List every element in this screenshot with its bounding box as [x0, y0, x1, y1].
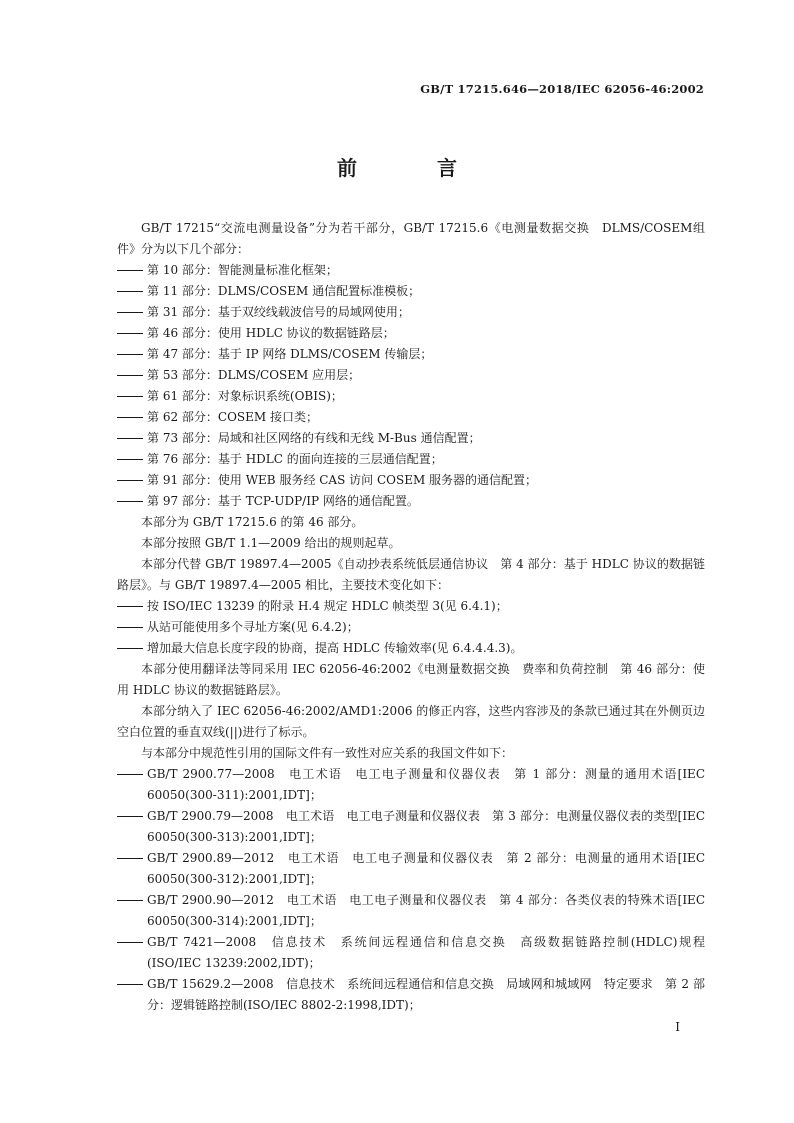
list-item [117, 596, 705, 617]
list-item [117, 407, 705, 428]
dash-bullet [117, 617, 147, 638]
list-item [117, 302, 705, 323]
dash-bullet [117, 344, 147, 365]
list-item [117, 617, 705, 638]
dash-bullet [117, 365, 147, 386]
list-item-text: 第 10 部分：智能测量标准化框架； [147, 263, 338, 277]
list-item-text: 第 53 部分：DLMS/COSEM 应用层； [147, 368, 361, 382]
list-item-text: 第 73 部分：局域和社区网络的有线和无线 M-Bus 通信配置； [147, 431, 481, 445]
list-item-text: GB/T 2900.90—2012 电工术语 电工电子测量和仪器仪表 第 4 部分：各类仪表的特殊术语[IEC 60050(300-314):2001,IDT]； [147, 893, 705, 928]
dash-bullet [117, 596, 147, 617]
list-item-text: GB/T 15629.2—2008 信息技术 系统间远程通信和信息交换 局域网和城域网 特定要求 第 2 部分：逻辑链路控制(ISO/IEC 8802-2:1998,IDT)； [147, 977, 705, 1012]
page-number: I [675, 1020, 680, 1034]
paragraph: 本部分按照 GB/T 1.1—2009 给出的规则起草。 [141, 536, 401, 550]
dash-bullet [117, 848, 147, 890]
list-item-text: 第 61 部分：对象标识系统(OBIS)； [147, 389, 343, 403]
list-item [117, 806, 705, 848]
dash-bullet [117, 470, 147, 491]
list-item-text: 第 11 部分：DLMS/COSEM 通信配置标准模板； [147, 284, 421, 298]
list-item [117, 470, 705, 491]
list-item-text: 第 31 部分：基于双绞线载波信号的局域网使用； [147, 305, 410, 319]
dash-bullet [117, 386, 147, 407]
list-item-text: 第 97 部分：基于 TCP-UDP/IP 网络的通信配置。 [147, 494, 419, 508]
list-item [117, 281, 705, 302]
dash-bullet [117, 890, 147, 932]
dash-bullet [117, 407, 147, 428]
dash-bullet [117, 281, 147, 302]
list-item [117, 428, 705, 449]
list-item-text: 第 76 部分：基于 HDLC 的面向连接的三层通信配置； [147, 452, 443, 466]
paragraph: 本部分代替 GB/T 19897.4—2005《自动抄表系统低层通信协议 第 4 部分：基于 HDLC 协议的数据链路层》。与 GB/T 19897.4—2005 相比，主要技术变化如下： [117, 557, 705, 592]
dash-bullet [117, 428, 147, 449]
paragraph: 与本部分中规范性引用的国际文件有一致性对应关系的我国文件如下： [141, 746, 514, 760]
paragraph: GB/T 17215“交流电测量设备”分为若干部分，GB/T 17215.6《电测量数据交换 DLMS/COSEM组件》分为以下几个部分： [117, 221, 705, 256]
list-item [117, 890, 705, 932]
dash-bullet [117, 932, 147, 974]
dash-bullet [117, 449, 147, 470]
list-item [117, 344, 705, 365]
list-item [117, 449, 705, 470]
list-item [117, 638, 705, 659]
dash-bullet [117, 764, 147, 806]
list-item-text: GB/T 2900.79—2008 电工术语 电工电子测量和仪器仪表 第 3 部分：电测量仪器仪表的类型[IEC 60050(300-313):2001,IDT]； [147, 809, 705, 844]
page-title: 前 言 [337, 156, 487, 180]
dash-bullet [117, 974, 147, 1016]
list-item [117, 848, 705, 890]
paragraph: 本部分为 GB/T 17215.6 的第 46 部分。 [141, 515, 364, 529]
paragraph: 本部分纳入了 IEC 62056-46:2002/AMD1:2006 的修正内容，这些内容涉及的条款已通过其在外侧页边空白位置的垂直双线(||)进行了标示。 [117, 704, 705, 739]
list-item-text: GB/T 7421—2008 信息技术 系统间远程通信和信息交换 高级数据链路控制(HDLC)规程 (ISO/IEC 13239:2002,IDT)； [147, 935, 705, 970]
list-item [117, 386, 705, 407]
list-item-text: 第 46 部分：使用 HDLC 协议的数据链路层； [147, 326, 395, 340]
list-item-text: 第 91 部分：使用 WEB 服务经 CAS 访问 COSEM 服务器的通信配置； [147, 473, 538, 487]
dash-bullet [117, 302, 147, 323]
list-item [117, 764, 705, 806]
list-item [117, 323, 705, 344]
list-item [117, 260, 705, 281]
list-item-text: 第 47 部分：基于 IP 网络 DLMS/COSEM 传输层； [147, 347, 433, 361]
list-item-text: 从站可能使用多个寻址方案(见 6.4.2)； [147, 620, 359, 634]
dash-bullet [117, 638, 147, 659]
document-standard-number: GB/T 17215.646—2018/IEC 62056-46:2002 [420, 82, 704, 96]
list-item-text: GB/T 2900.89—2012 电工术语 电工电子测量和仪器仪表 第 2 部分：电测量的通用术语[IEC 60050(300-312):2001,IDT]； [147, 851, 705, 886]
dash-bullet [117, 491, 147, 512]
list-item [117, 932, 705, 974]
list-item-text: GB/T 2900.77—2008 电工术语 电工电子测量和仪器仪表 第 1 部分：测量的通用术语[IEC 60050(300-311):2001,IDT]； [147, 767, 705, 802]
list-item [117, 974, 705, 1016]
list-item-text: 按 ISO/IEC 13239 的附录 H.4 规定 HDLC 帧类型 3(见 6.4.1)； [147, 599, 508, 613]
paragraph: 本部分使用翻译法等同采用 IEC 62056-46:2002《电测量数据交换 费率和负荷控制 第 46 部分：使用 HDLC 协议的数据链路层》。 [117, 662, 705, 697]
list-item-text: 增加最大信息长度字段的协商，提高 HDLC 传输效率(见 6.4.4.4.3)。 [147, 641, 523, 655]
dash-bullet [117, 260, 147, 281]
list-item-text: 第 62 部分：COSEM 接口类； [147, 410, 319, 424]
dash-bullet [117, 806, 147, 848]
foreword-body [117, 218, 705, 1016]
dash-bullet [117, 323, 147, 344]
list-item [117, 491, 705, 512]
list-item [117, 365, 705, 386]
